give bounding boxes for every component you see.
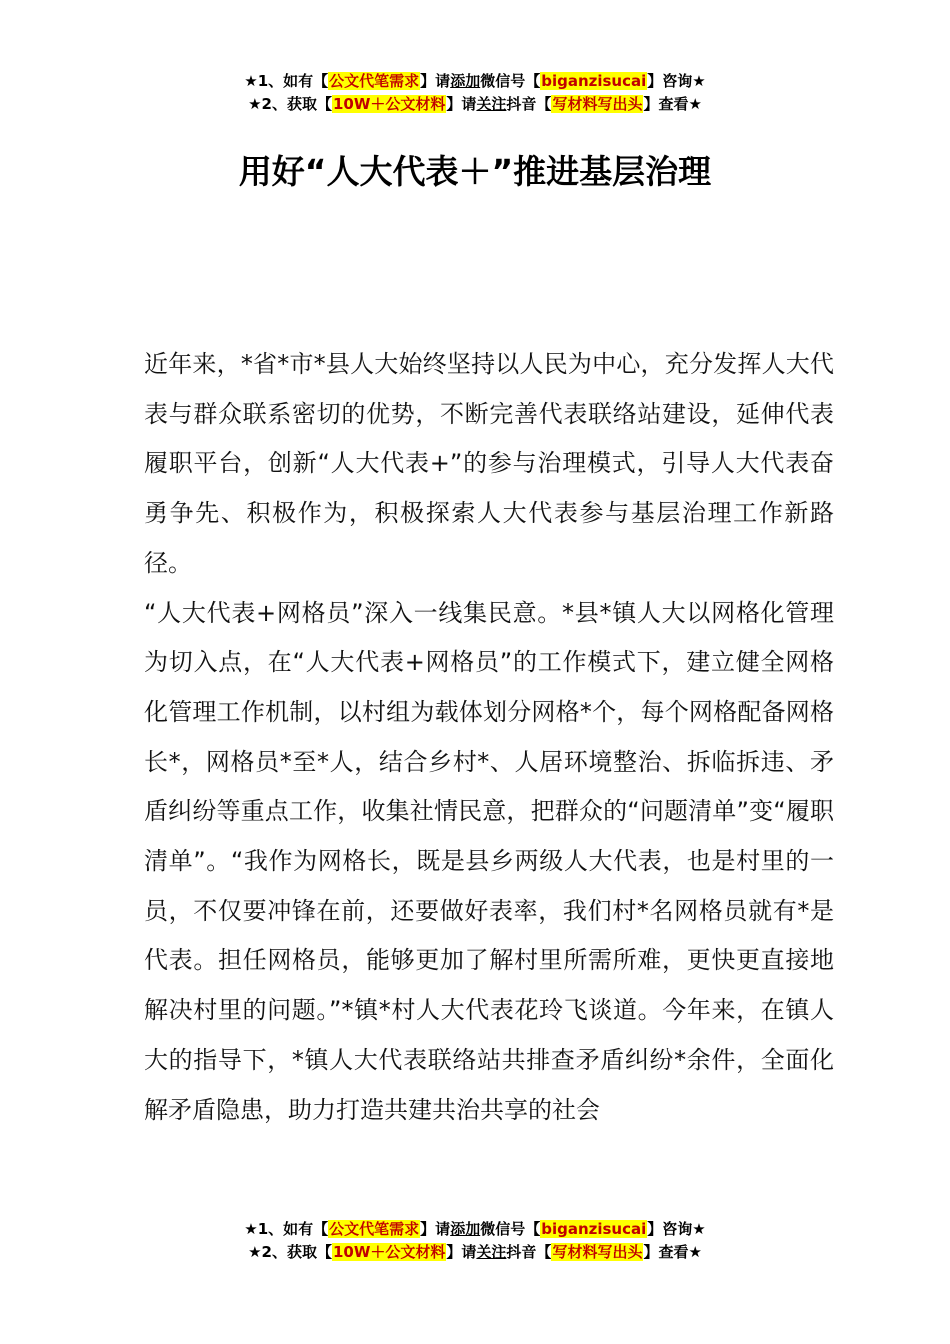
banner-highlight: 10W＋公文材料 [332, 1243, 446, 1261]
banner-text: 】请 [420, 72, 451, 90]
banner-text: ★2、获取【 [248, 1243, 332, 1261]
document-title: 用好“人大代表＋”推进基层治理 [238, 152, 712, 191]
banner-text: ★1、如有【 [244, 1220, 329, 1238]
paragraph: “人大代表+网格员”深入一线集民意。*县*镇人大以网格化管理为切入点，在“人大代表+网格员”的工作模式下，建立健全网格化管理工作机制，以村组为载体划分网格*个，每个网格配备网格长*，网格员*至*人，结合乡村*、人居环境整治、拆临拆违、矛盾纠纷等重点工作，收集社情民意，把群众的“问题清单”变“履职清单”。“我作为网格长，既是县乡两级人大代表，也是村里的一员，不仅要冲锋在前，还要做好表率，我们村*名网格员就有*是代表。担任网格员，能够更加了解村里所需所难，更快更直接地解决村里的问题。”*镇*村人大代表花玲飞谈道。今年来，在镇人大的指导下，*镇人大代表联络站共排查矛盾纠纷*余件，全面化解矛盾隐患，助力打造共建共治共享的社会 [144, 598, 834, 1124]
banner-text: 】查看★ [643, 95, 702, 113]
banner-text: 】请 [446, 95, 477, 113]
banner-underline: 关注 [476, 1243, 507, 1261]
banner-highlight: 公文代笔需求 [329, 1220, 420, 1238]
banner-text: 抖音【 [506, 1243, 552, 1261]
banner-text: 微信号【 [480, 1220, 541, 1238]
footer-banner [0, 1218, 950, 1264]
paragraph: 近年来，*省*市*县人大始终坚持以人民为中心，充分发挥人大代表与群众联系密切的优势，不断完善代表联络站建设，延伸代表履职平台，创新“人大代表+”的参与治理模式，引导人大代表奋勇争先、积极作为，积极探索人大代表参与基层治理工作新路径。 [144, 350, 834, 577]
document-body [144, 340, 834, 1135]
banner-text: 微信号【 [480, 72, 541, 90]
banner-underline: 添加 [450, 1220, 481, 1238]
banner-underline: 添加 [450, 72, 481, 90]
banner-text: 】咨询★ [647, 72, 706, 90]
banner-line-2 [0, 1241, 950, 1264]
banner-text: 】请 [420, 1220, 451, 1238]
banner-line-2 [0, 93, 950, 116]
banner-text: 】请 [446, 1243, 477, 1261]
banner-text: ★1、如有【 [244, 72, 329, 90]
banner-highlight: 公文代笔需求 [329, 72, 420, 90]
banner-text: 抖音【 [506, 95, 552, 113]
banner-underline: 关注 [476, 95, 507, 113]
banner-line-1 [0, 1218, 950, 1241]
banner-highlight: 写材料写出头 [552, 95, 643, 113]
banner-text: 】咨询★ [647, 1220, 706, 1238]
header-banner [0, 70, 950, 116]
banner-highlight: biganzisucai [541, 1220, 647, 1238]
banner-text: ★2、获取【 [248, 95, 332, 113]
banner-text: 】查看★ [643, 1243, 702, 1261]
banner-highlight: 写材料写出头 [552, 1243, 643, 1261]
banner-highlight: biganzisucai [541, 72, 647, 90]
banner-line-1 [0, 70, 950, 93]
banner-highlight: 10W＋公文材料 [332, 95, 446, 113]
